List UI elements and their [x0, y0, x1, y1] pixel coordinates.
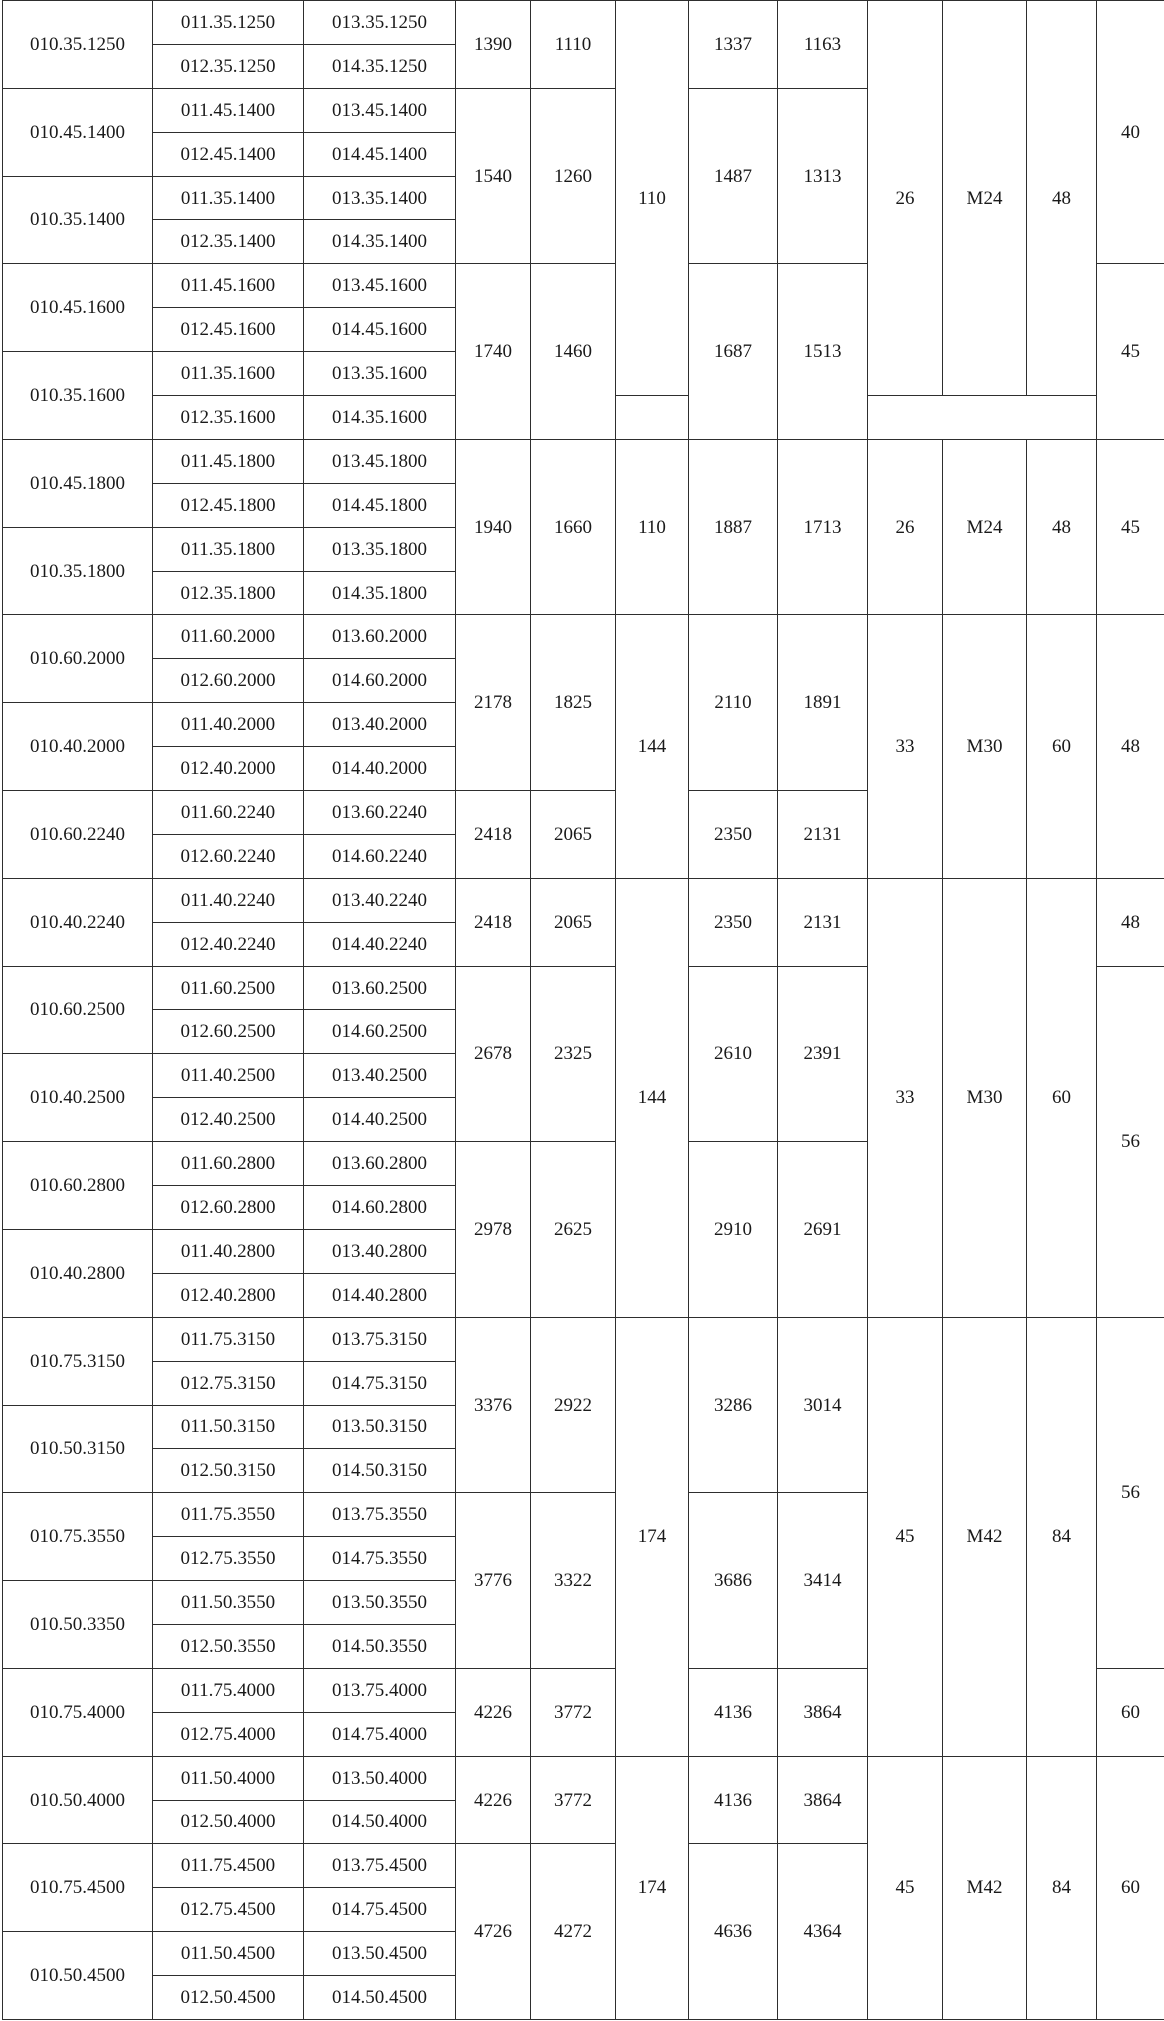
cell-bolt-count: 84 [1027, 1317, 1097, 1756]
cell-hole-dia: 33 [868, 878, 943, 1317]
cell-variant-b: 013.50.4000 [304, 1756, 456, 1800]
cell-variant-b: 014.45.1400 [304, 132, 456, 176]
cell-variant-a: 011.45.1600 [153, 264, 304, 308]
cell-variant-b: 014.60.2240 [304, 834, 456, 878]
cell-dim-4: 1887 [689, 439, 778, 615]
cell-variant-b: 014.35.1250 [304, 44, 456, 88]
cell-variant-a: 012.50.3550 [153, 1624, 304, 1668]
cell-variant-a: 011.50.3550 [153, 1581, 304, 1625]
cell-dim-5: 2131 [778, 791, 868, 879]
cell-dim-2: 2922 [531, 1317, 616, 1493]
cell-variant-b: 013.40.2240 [304, 878, 456, 922]
cell-hole-dia: 45 [868, 1756, 943, 2019]
cell-variant-b: 013.45.1400 [304, 88, 456, 132]
cell-dim-1: 1940 [456, 439, 531, 615]
table-row [3, 1756, 1164, 1800]
cell-dim-5: 1513 [778, 264, 868, 440]
cell-dim-4: 2350 [689, 791, 778, 879]
cell-last-col: 45 [1097, 439, 1164, 615]
cell-dim-4: 1337 [689, 1, 778, 89]
cell-variant-a: 012.50.3150 [153, 1449, 304, 1493]
cell-dim-1: 2418 [456, 878, 531, 966]
cell-model: 010.40.2000 [3, 703, 153, 791]
cell-dim-5: 4364 [778, 1844, 868, 2020]
cell-variant-b: 013.60.2500 [304, 966, 456, 1010]
cell-dim-5: 1163 [778, 1, 868, 89]
cell-dim-2: 3322 [531, 1493, 616, 1669]
cell-dim-3: 110 [616, 1, 689, 396]
cell-variant-a: 012.45.1800 [153, 483, 304, 527]
cell-variant-b: 014.35.1400 [304, 220, 456, 264]
cell-variant-b: 013.75.3150 [304, 1317, 456, 1361]
cell-dim-4: 3686 [689, 1493, 778, 1669]
cell-dim-1: 1740 [456, 264, 531, 440]
cell-variant-b: 013.60.2000 [304, 615, 456, 659]
cell-last-col: 56 [1097, 966, 1164, 1317]
cell-variant-a: 011.45.1800 [153, 439, 304, 483]
cell-model: 010.40.2500 [3, 1054, 153, 1142]
cell-dim-5: 2131 [778, 878, 868, 966]
cell-variant-a: 012.75.3150 [153, 1361, 304, 1405]
cell-dim-5: 1891 [778, 615, 868, 791]
cell-dim-5: 2691 [778, 1142, 868, 1318]
cell-variant-b: 013.35.1800 [304, 527, 456, 571]
cell-bolt-size: M24 [943, 439, 1027, 615]
cell-dim-2: 2325 [531, 966, 616, 1142]
cell-model: 010.50.3150 [3, 1405, 153, 1493]
cell-model: 010.35.1400 [3, 176, 153, 264]
cell-variant-a: 012.40.2500 [153, 1098, 304, 1142]
cell-model: 010.75.4500 [3, 1844, 153, 1932]
cell-dim-1: 4726 [456, 1844, 531, 2020]
cell-dim-1: 2678 [456, 966, 531, 1142]
cell-variant-a: 012.45.1400 [153, 132, 304, 176]
cell-hole-dia: 45 [868, 1317, 943, 1756]
cell-variant-b: 013.60.2800 [304, 1142, 456, 1186]
cell-variant-a: 011.40.2800 [153, 1229, 304, 1273]
cell-bolt-count: 48 [1027, 1, 1097, 396]
cell-dim-3: 174 [616, 1756, 689, 2019]
cell-dim-2: 3772 [531, 1756, 616, 1844]
cell-dim-1: 4226 [456, 1668, 531, 1756]
cell-variant-b: 014.75.3550 [304, 1537, 456, 1581]
cell-variant-b: 013.75.3550 [304, 1493, 456, 1537]
cell-dim-4: 2350 [689, 878, 778, 966]
cell-dim-2: 1825 [531, 615, 616, 791]
cell-variant-a: 011.75.4000 [153, 1668, 304, 1712]
cell-dim-5: 1313 [778, 88, 868, 264]
cell-model: 010.40.2800 [3, 1229, 153, 1317]
cell-variant-b: 013.50.3150 [304, 1405, 456, 1449]
cell-variant-a: 012.35.1400 [153, 220, 304, 264]
cell-model: 010.75.3150 [3, 1317, 153, 1405]
cell-dim-5: 3864 [778, 1756, 868, 1844]
cell-variant-b: 013.50.3550 [304, 1581, 456, 1625]
cell-variant-b: 013.50.4500 [304, 1932, 456, 1976]
cell-variant-b: 014.35.1800 [304, 571, 456, 615]
table-row [3, 1317, 1164, 1361]
cell-model: 010.60.2000 [3, 615, 153, 703]
cell-model: 010.75.3550 [3, 1493, 153, 1581]
cell-model: 010.45.1800 [3, 439, 153, 527]
cell-dim-4: 1687 [689, 264, 778, 440]
cell-dim-3: 144 [616, 615, 689, 878]
cell-variant-b: 013.35.1600 [304, 352, 456, 396]
cell-dim-4: 3286 [689, 1317, 778, 1493]
cell-dim-2: 3772 [531, 1668, 616, 1756]
cell-bolt-count: 60 [1027, 878, 1097, 1317]
table-row [3, 615, 1164, 659]
cell-variant-b: 013.60.2240 [304, 791, 456, 835]
cell-variant-a: 011.35.1250 [153, 1, 304, 45]
cell-dim-5: 2391 [778, 966, 868, 1142]
cell-variant-b: 014.50.3550 [304, 1624, 456, 1668]
cell-dim-5: 1713 [778, 439, 868, 615]
cell-variant-b: 013.40.2800 [304, 1229, 456, 1273]
cell-variant-b: 014.60.2500 [304, 1010, 456, 1054]
table-row [3, 439, 1164, 483]
cell-variant-a: 012.35.1600 [153, 396, 304, 440]
cell-dim-4: 2610 [689, 966, 778, 1142]
cell-variant-b: 014.40.2500 [304, 1098, 456, 1142]
cell-dim-2: 2065 [531, 791, 616, 879]
cell-bolt-size: M30 [943, 615, 1027, 878]
cell-dim-3: 144 [616, 878, 689, 1317]
cell-variant-b: 014.35.1600 [304, 396, 456, 440]
cell-bolt-count: 48 [1027, 439, 1097, 615]
cell-dim-2: 2625 [531, 1142, 616, 1318]
cell-hole-dia: 33 [868, 615, 943, 878]
cell-variant-a: 012.40.2800 [153, 1273, 304, 1317]
cell-variant-a: 012.75.4000 [153, 1712, 304, 1756]
cell-variant-a: 011.60.2500 [153, 966, 304, 1010]
cell-model: 010.60.2500 [3, 966, 153, 1054]
cell-variant-b: 014.40.2000 [304, 747, 456, 791]
cell-variant-a: 011.75.3150 [153, 1317, 304, 1361]
cell-bolt-size: M24 [943, 1, 1027, 396]
cell-model: 010.50.4500 [3, 1932, 153, 2020]
cell-variant-a: 011.60.2800 [153, 1142, 304, 1186]
cell-dim-1: 2978 [456, 1142, 531, 1318]
cell-model: 010.50.3350 [3, 1581, 153, 1669]
cell-model: 010.40.2240 [3, 878, 153, 966]
cell-variant-b: 013.40.2000 [304, 703, 456, 747]
cell-variant-b: 013.35.1250 [304, 1, 456, 45]
cell-dim-4: 1487 [689, 88, 778, 264]
cell-dim-2: 1260 [531, 88, 616, 264]
cell-variant-b: 014.45.1800 [304, 483, 456, 527]
cell-dim-1: 1540 [456, 88, 531, 264]
table-body [3, 1, 1164, 2020]
cell-variant-b: 014.50.4500 [304, 1976, 456, 2020]
cell-dim-4: 2910 [689, 1142, 778, 1318]
cell-variant-b: 014.75.4000 [304, 1712, 456, 1756]
cell-dim-4: 4636 [689, 1844, 778, 2020]
cell-dim-1: 3776 [456, 1493, 531, 1669]
cell-model: 010.45.1400 [3, 88, 153, 176]
cell-variant-a: 011.35.1600 [153, 352, 304, 396]
cell-dim-1: 3376 [456, 1317, 531, 1493]
cell-variant-b: 013.45.1600 [304, 264, 456, 308]
cell-dim-3: 110 [616, 439, 689, 615]
cell-last-col: 40 [1097, 1, 1164, 264]
cell-dim-1: 2178 [456, 615, 531, 791]
cell-last-col: 48 [1097, 878, 1164, 966]
cell-dim-5: 3014 [778, 1317, 868, 1493]
cell-dim-3: 174 [616, 1317, 689, 1756]
cell-variant-a: 011.60.2000 [153, 615, 304, 659]
cell-variant-a: 012.60.2000 [153, 659, 304, 703]
cell-variant-a: 012.60.2500 [153, 1010, 304, 1054]
cell-variant-a: 011.50.3150 [153, 1405, 304, 1449]
cell-model: 010.60.2800 [3, 1142, 153, 1230]
dimension-table [2, 0, 1164, 2020]
cell-variant-a: 011.60.2240 [153, 791, 304, 835]
cell-dim-1: 2418 [456, 791, 531, 879]
cell-variant-a: 011.40.2240 [153, 878, 304, 922]
cell-variant-a: 011.75.4500 [153, 1844, 304, 1888]
cell-variant-a: 012.75.3550 [153, 1537, 304, 1581]
cell-hole-dia: 26 [868, 439, 943, 615]
cell-variant-a: 012.35.1250 [153, 44, 304, 88]
cell-model: 010.60.2240 [3, 791, 153, 879]
table-row [3, 878, 1164, 922]
cell-variant-a: 011.50.4000 [153, 1756, 304, 1800]
cell-bolt-count: 60 [1027, 615, 1097, 878]
cell-model: 010.45.1600 [3, 264, 153, 352]
cell-hole-dia: 26 [868, 1, 943, 396]
cell-dim-5: 3414 [778, 1493, 868, 1669]
cell-variant-a: 012.50.4000 [153, 1800, 304, 1844]
cell-dim-1: 1390 [456, 1, 531, 89]
cell-variant-b: 013.40.2500 [304, 1054, 456, 1098]
cell-bolt-size: M42 [943, 1317, 1027, 1756]
cell-dim-5: 3864 [778, 1668, 868, 1756]
cell-last-col: 56 [1097, 1317, 1164, 1668]
cell-variant-a: 011.50.4500 [153, 1932, 304, 1976]
cell-variant-a: 012.45.1600 [153, 308, 304, 352]
cell-model: 010.50.4000 [3, 1756, 153, 1844]
cell-dim-2: 1110 [531, 1, 616, 89]
cell-variant-b: 014.60.2800 [304, 1186, 456, 1230]
cell-variant-a: 012.40.2240 [153, 922, 304, 966]
cell-variant-a: 011.35.1800 [153, 527, 304, 571]
cell-dim-2: 1660 [531, 439, 616, 615]
cell-variant-b: 014.75.4500 [304, 1888, 456, 1932]
cell-variant-a: 012.60.2800 [153, 1186, 304, 1230]
cell-last-col: 60 [1097, 1668, 1164, 1756]
cell-last-col: 45 [1097, 264, 1164, 440]
cell-variant-b: 013.45.1800 [304, 439, 456, 483]
cell-variant-b: 013.35.1400 [304, 176, 456, 220]
cell-variant-b: 014.40.2800 [304, 1273, 456, 1317]
cell-model: 010.35.1800 [3, 527, 153, 615]
cell-variant-a: 011.40.2500 [153, 1054, 304, 1098]
cell-last-col: 48 [1097, 615, 1164, 878]
cell-variant-a: 011.35.1400 [153, 176, 304, 220]
cell-dim-1: 4226 [456, 1756, 531, 1844]
cell-model: 010.35.1250 [3, 1, 153, 89]
cell-variant-b: 014.75.3150 [304, 1361, 456, 1405]
cell-variant-b: 014.40.2240 [304, 922, 456, 966]
cell-variant-a: 012.60.2240 [153, 834, 304, 878]
cell-variant-a: 012.40.2000 [153, 747, 304, 791]
cell-dim-4: 4136 [689, 1756, 778, 1844]
cell-variant-b: 014.60.2000 [304, 659, 456, 703]
cell-variant-b: 014.45.1600 [304, 308, 456, 352]
cell-variant-a: 011.45.1400 [153, 88, 304, 132]
cell-variant-b: 013.75.4000 [304, 1668, 456, 1712]
cell-variant-b: 013.75.4500 [304, 1844, 456, 1888]
cell-dim-4: 4136 [689, 1668, 778, 1756]
cell-last-col: 60 [1097, 1756, 1164, 2019]
cell-bolt-count: 84 [1027, 1756, 1097, 2019]
cell-variant-b: 014.50.4000 [304, 1800, 456, 1844]
cell-dim-2: 1460 [531, 264, 616, 440]
cell-variant-a: 012.50.4500 [153, 1976, 304, 2020]
cell-bolt-size: M42 [943, 1756, 1027, 2019]
cell-variant-a: 011.75.3550 [153, 1493, 304, 1537]
cell-variant-a: 012.75.4500 [153, 1888, 304, 1932]
table-row [3, 1, 1164, 45]
cell-dim-2: 2065 [531, 878, 616, 966]
cell-dim-2: 4272 [531, 1844, 616, 2020]
cell-variant-a: 012.35.1800 [153, 571, 304, 615]
cell-dim-4: 2110 [689, 615, 778, 791]
cell-model: 010.75.4000 [3, 1668, 153, 1756]
cell-variant-a: 011.40.2000 [153, 703, 304, 747]
cell-bolt-size: M30 [943, 878, 1027, 1317]
cell-variant-b: 014.50.3150 [304, 1449, 456, 1493]
cell-model: 010.35.1600 [3, 352, 153, 440]
